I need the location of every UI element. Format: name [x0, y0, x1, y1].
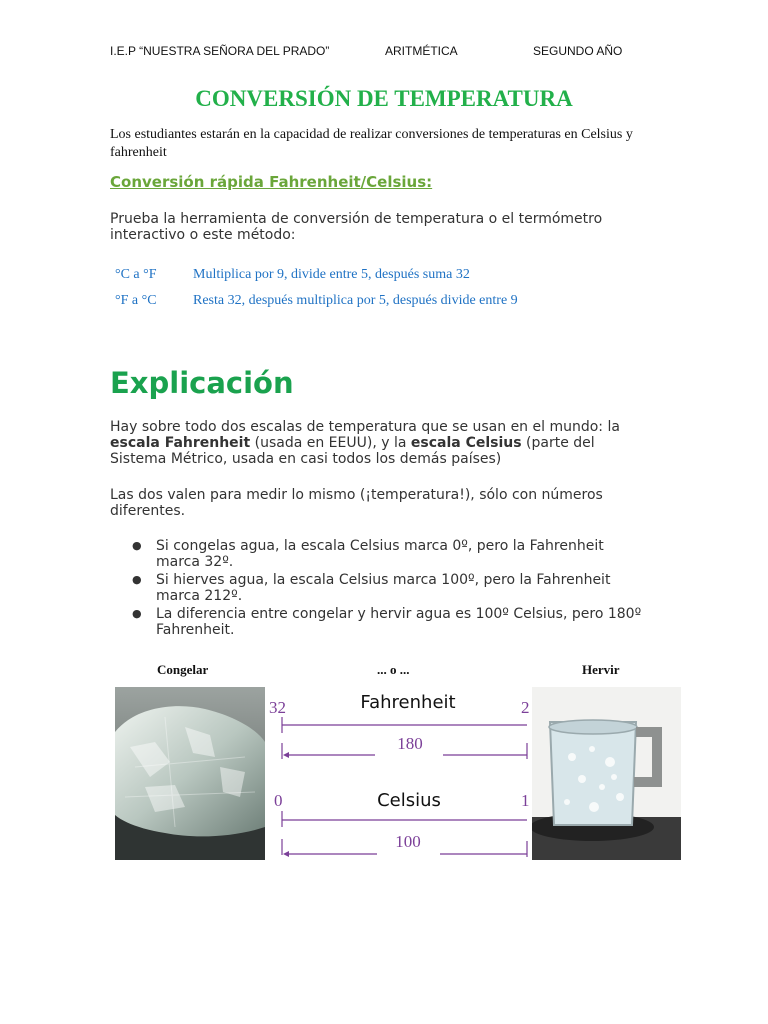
- caption-freeze: Congelar: [157, 662, 209, 677]
- scale-diagram-svg: [265, 687, 532, 860]
- p1-text-e: (parte del Sistema Métrico, usada en casi todos los demás países): [110, 435, 595, 467]
- rule-key-f-to-c: °F a °C: [115, 293, 157, 308]
- celsius-left-arrow-icon: [283, 851, 289, 857]
- fahrenheit-left-arrow-icon: [283, 752, 289, 758]
- ice-image: [115, 687, 265, 860]
- boiling-water-photo: [532, 687, 681, 860]
- list-item: [110, 606, 650, 638]
- bullet-text: Si congelas agua, la escala Celsius marca 0º, pero la Fahrenheit marca 32º.: [156, 538, 604, 570]
- boiling-water-image: [532, 687, 681, 860]
- header-subject: ARITMÉTICA: [385, 44, 458, 58]
- rule-value-c-to-f: Multiplica por 9, divide entre 5, después suma 32: [193, 267, 470, 282]
- prompt-text: Prueba la herramienta de conversión de temperatura o el termómetro interactivo o este método:: [110, 211, 603, 243]
- rule-value-f-to-c: Resta 32, después multiplica por 5, después divide entre 9: [193, 293, 518, 308]
- celsius-end-value: 1: [521, 791, 530, 810]
- fahrenheit-span-value: 180: [397, 734, 423, 753]
- bullet-dot-icon: ●: [132, 573, 142, 586]
- fahrenheit-end-value: 2: [521, 698, 530, 717]
- p1-text-a: Hay sobre todo dos escalas de temperatura que se usan en el mundo: la: [110, 419, 620, 435]
- rule-key-c-to-f: °C a °F: [115, 267, 157, 282]
- subheading: Conversión rápida Fahrenheit/Celsius:: [110, 173, 433, 191]
- bullet-text: Si hierves agua, la escala Celsius marca 100º, pero la Fahrenheit marca 212º.: [156, 572, 611, 604]
- p1-fahrenheit-bold: escala Fahrenheit: [110, 435, 251, 451]
- bullet-dot-icon: ●: [132, 607, 142, 620]
- list-item: [110, 572, 650, 604]
- p1-celsius-bold: escala Celsius: [410, 435, 522, 451]
- celsius-label: Celsius: [377, 790, 441, 811]
- bullet-dot-icon: ●: [132, 539, 142, 552]
- explanation-heading: Explicación: [110, 366, 294, 400]
- bullet-text: La diferencia entre congelar y hervir agua es 100º Celsius, pero 180º Fahrenheit.: [156, 606, 642, 638]
- header-grade: SEGUNDO AÑO: [533, 44, 623, 58]
- caption-or: ... o ...: [377, 662, 410, 677]
- explanation-paragraph-1: [110, 419, 655, 467]
- bullet-list: [110, 538, 650, 640]
- page-title: CONVERSIÓN DE TEMPERATURA: [195, 86, 573, 111]
- ice-photo: [115, 687, 265, 860]
- scale-diagram: [265, 687, 532, 860]
- fahrenheit-start-value: 32: [269, 698, 286, 717]
- celsius-start-value: 0: [274, 791, 283, 810]
- fahrenheit-label: Fahrenheit: [360, 692, 456, 713]
- caption-boil: Hervir: [582, 662, 620, 677]
- intro-text: Los estudiantes estarán en la capacidad de realizar conversiones de temperaturas en Celsius y fahrenheit: [110, 127, 633, 160]
- celsius-span-value: 100: [395, 832, 421, 851]
- explanation-paragraph-2: Las dos valen para medir lo mismo (¡temperatura!), sólo con números diferentes.: [110, 487, 603, 519]
- list-item: [110, 538, 650, 570]
- header-school: I.E.P “NUESTRA SEÑORA DEL PRADO”: [110, 44, 330, 58]
- p1-text-c: (usada en EEUU), y la: [250, 435, 411, 451]
